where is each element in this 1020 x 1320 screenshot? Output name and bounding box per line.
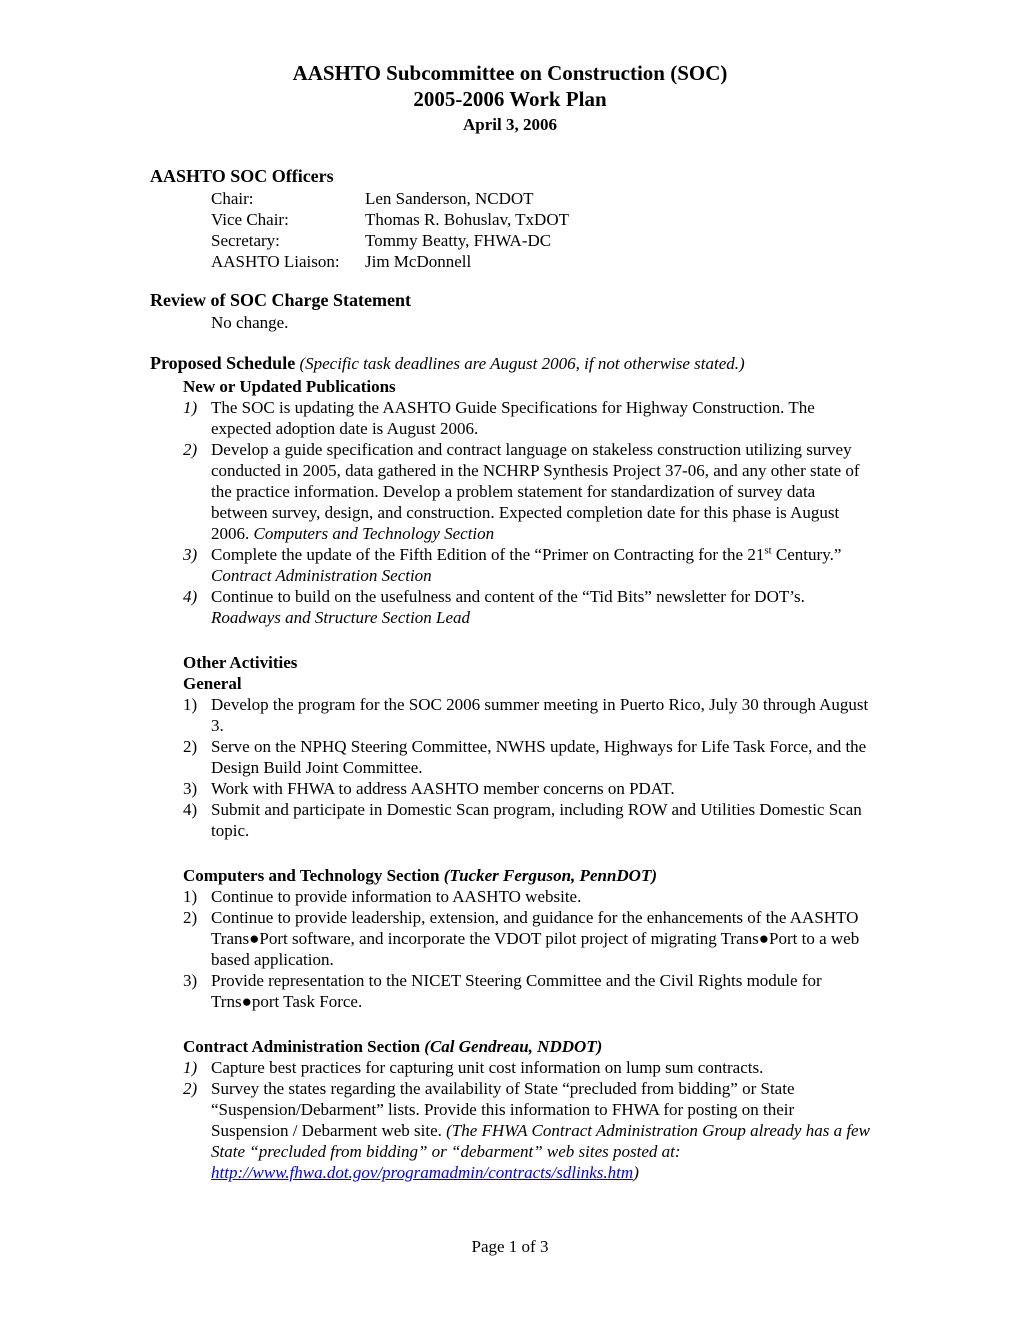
officer-label: Chair: xyxy=(211,189,254,208)
list-item xyxy=(150,397,870,439)
list-text: The SOC is updating the AASHTO Guide Specifications for Highway Construction. The expected adoption date is August 2006. xyxy=(211,398,815,438)
officer-value: Jim McDonnell xyxy=(365,252,472,271)
list-text xyxy=(211,439,870,544)
list-number: 2) xyxy=(183,737,198,756)
list-item xyxy=(150,970,870,1012)
officer-row xyxy=(150,230,870,251)
list-text-main: Develop a guide specification and contract language on stakeless construction utilizing survey conducted in 2005, data gathered in the NCHRP Synthesis Project 37-06, and any other state of the practice information. Develop a problem statement for standardization of survey data between survey, design, and construction. Expected completion date for this phase is August 2006. xyxy=(211,440,860,543)
list-item xyxy=(150,1057,870,1078)
section-reference: Roadways and Structure Section Lead xyxy=(211,608,471,627)
list-item xyxy=(150,439,870,544)
doc-date: April 3, 2006 xyxy=(463,115,557,134)
computers-section-lead: (Tucker Ferguson, PennDOT) xyxy=(439,866,657,885)
officer-row xyxy=(150,209,870,230)
publications-heading: New or Updated Publications xyxy=(183,377,396,396)
fhwa-note-close: ) xyxy=(633,1163,639,1182)
section-reference: Computers and Technology Section xyxy=(253,524,495,543)
list-text-main: Survey the states regarding the availability of State “precluded from bidding” or State “Suspension/Debarment” lists. Provide this information to FHWA for posting on their Suspension / Debarment web site. xyxy=(211,1079,795,1140)
section-reference: Contract Administration Section xyxy=(211,566,432,585)
computers-heading-text: Computers and Technology Section xyxy=(183,866,440,885)
doc-subtitle: 2005-2006 Work Plan xyxy=(413,87,607,111)
list-number: 2) xyxy=(183,440,198,459)
list-text: Serve on the NPHQ Steering Committee, NWHS update, Highways for Life Task Force, and the Design Build Joint Committee. xyxy=(211,737,867,777)
title-block xyxy=(150,60,870,136)
officer-label: AASHTO Liaison: xyxy=(211,252,340,271)
officer-value: Tommy Beatty, FHWA-DC xyxy=(365,231,552,250)
officer-row xyxy=(150,188,870,209)
officers-section xyxy=(150,164,870,272)
contract-section-heading xyxy=(183,1036,870,1057)
doc-title: AASHTO Subcommittee on Construction (SOC) xyxy=(292,61,728,85)
list-text-after: Century.” xyxy=(771,545,842,564)
list-item xyxy=(150,778,870,799)
fhwa-note-italic: (The FHWA Contract Administration Group already has a few State “precluded from bidding” or “debarment” web sites posted at: xyxy=(211,1121,870,1161)
list-number: 3) xyxy=(183,779,198,798)
list-item xyxy=(150,1078,870,1183)
officer-label: Vice Chair: xyxy=(211,210,289,229)
list-number: 1) xyxy=(183,398,198,417)
list-number: 4) xyxy=(183,587,198,606)
list-item xyxy=(150,694,870,736)
officer-value: Len Sanderson, NCDOT xyxy=(365,189,534,208)
list-number: 3) xyxy=(183,971,198,990)
other-activities-heading: Other Activities xyxy=(183,653,298,672)
list-text xyxy=(211,544,870,586)
officers-heading: AASHTO SOC Officers xyxy=(150,166,334,186)
list-text: Develop the program for the SOC 2006 summer meeting in Puerto Rico, July 30 through August 3. xyxy=(211,695,869,735)
list-number: 2) xyxy=(183,1079,198,1098)
list-text: Provide representation to the NICET Steering Committee and the Civil Rights module for Trns●port Task Force. xyxy=(211,971,822,1011)
list-number: 1) xyxy=(183,695,198,714)
list-item xyxy=(150,886,870,907)
list-number: 4) xyxy=(183,800,198,819)
officer-row xyxy=(150,251,870,272)
list-item xyxy=(150,586,870,628)
superscript: st xyxy=(764,544,772,557)
list-text: Work with FHWA to address AASHTO member concerns on PDAT. xyxy=(211,779,675,798)
page-number: Page 1 of 3 xyxy=(471,1237,549,1256)
list-number: 1) xyxy=(183,1058,198,1077)
list-item xyxy=(150,736,870,778)
list-item xyxy=(150,544,870,586)
list-number: 2) xyxy=(183,908,198,927)
schedule-section xyxy=(150,351,870,1183)
list-text: Submit and participate in Domestic Scan program, including ROW and Utilities Domestic Scan topic. xyxy=(211,800,862,840)
schedule-heading-note: (Specific task deadlines are August 2006, if not otherwise stated.) xyxy=(295,354,745,373)
review-body: No change. xyxy=(211,313,289,332)
list-text: Continue to provide information to AASHTO website. xyxy=(211,887,582,906)
schedule-heading-text: Proposed Schedule xyxy=(150,353,296,373)
review-heading: Review of SOC Charge Statement xyxy=(150,290,411,310)
officer-value: Thomas R. Bohuslav, TxDOT xyxy=(365,210,569,229)
list-text: Capture best practices for capturing unit cost information on lump sum contracts. xyxy=(211,1058,764,1077)
list-number: 3) xyxy=(183,545,198,564)
list-text: Continue to provide leadership, extension, and guidance for the enhancements of the AASHTO Trans●Port software, and incorporate the VDOT pilot project of migrating Trans●Port to a web based application. xyxy=(211,908,860,969)
computers-section-heading xyxy=(183,865,870,886)
list-text xyxy=(211,586,870,628)
contract-section-lead: (Cal Gendreau, NDDOT) xyxy=(420,1037,603,1056)
list-text xyxy=(211,1078,870,1183)
list-text-main: Complete the update of the Fifth Edition of the “Primer on Contracting for the 21 xyxy=(211,545,765,564)
officer-label: Secretary: xyxy=(211,231,280,250)
schedule-heading xyxy=(150,351,870,376)
general-heading: General xyxy=(183,674,242,693)
sdlinks-link[interactable]: http://www.fhwa.dot.gov/programadmin/contracts/sdlinks.htm xyxy=(211,1163,634,1182)
list-item xyxy=(150,907,870,970)
review-section xyxy=(150,288,870,333)
list-text-main: Continue to build on the usefulness and content of the “Tid Bits” newsletter for DOT’s. xyxy=(211,587,805,606)
list-item xyxy=(150,799,870,841)
list-number: 1) xyxy=(183,887,198,906)
contract-heading-text: Contract Administration Section xyxy=(183,1037,421,1056)
